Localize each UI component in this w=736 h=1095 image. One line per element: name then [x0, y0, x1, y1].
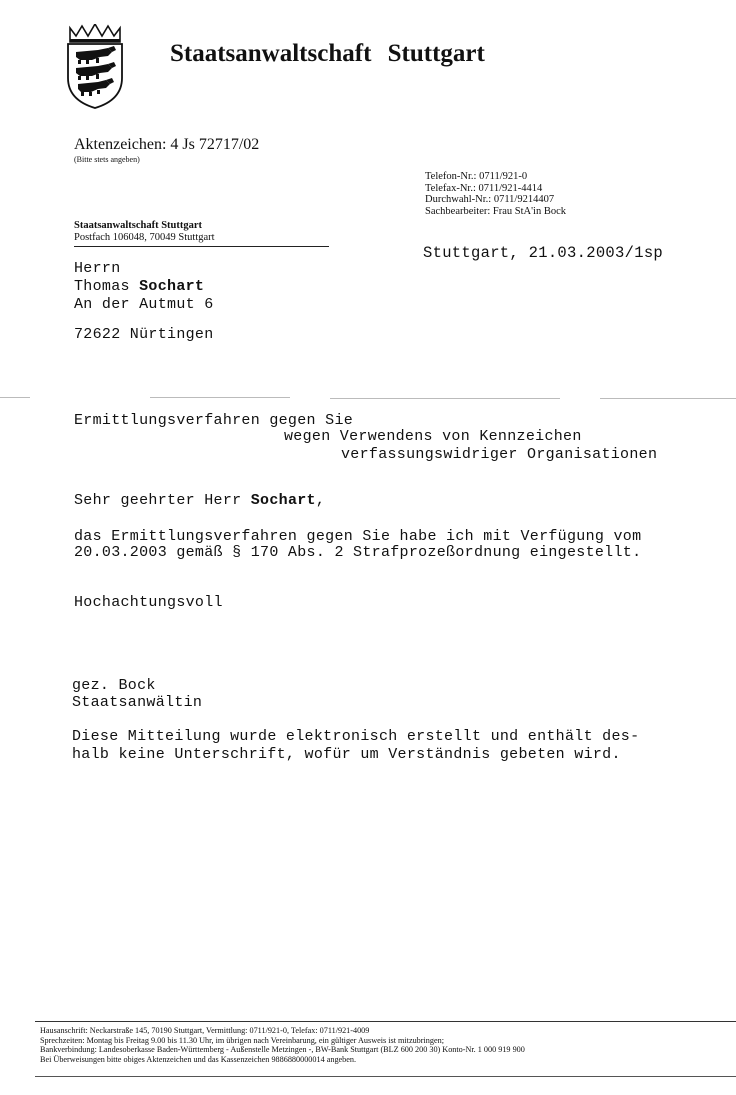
subject-line-2: wegen Verwendens von Kennzeichen	[284, 428, 582, 445]
body-line-1: das Ermittlungsverfahren gegen Sie habe ich mit Verfügung vom	[74, 528, 642, 545]
recipient-city: 72622 Nürtingen	[74, 326, 214, 343]
fax-number: Telefax-Nr.: 0711/921-4414	[425, 182, 543, 194]
file-reference-hint: (Bitte stets angeben)	[74, 155, 140, 164]
recipient-address	[74, 260, 214, 314]
recipient-name	[74, 278, 214, 296]
scan-artifact	[600, 398, 736, 399]
subject-line-3: verfassungswidriger Organisationen	[341, 446, 658, 463]
scan-artifact	[0, 397, 30, 398]
sender-line	[74, 220, 329, 247]
crest-icon	[64, 24, 126, 110]
recipient-salutation: Herrn	[74, 260, 121, 277]
greeting-prefix: Sehr geehrter Herr	[74, 492, 251, 509]
scan-artifact	[150, 397, 290, 398]
scan-artifact	[330, 398, 560, 399]
subject-line-1: Ermittlungsverfahren gegen Sie	[74, 412, 354, 429]
signature-title: Staatsanwältin	[72, 694, 203, 711]
closing: Hochachtungsvoll	[74, 594, 223, 611]
greeting-suffix: ,	[315, 492, 326, 509]
case-officer: Sachbearbeiter: Frau StA'in Bock	[425, 205, 566, 217]
footer-address: Hausanschrift: Neckarstraße 145, 70190 Stuttgart, Vermittlung: 0711/921-0, Telefax: 0711/921-4009	[40, 1026, 370, 1035]
recipient-street: An der Autmut 6	[74, 296, 214, 313]
coat-of-arms-logo	[64, 24, 126, 110]
authority-title: Staatsanwaltschaft Stuttgart	[170, 40, 485, 67]
footer-office-hours: Sprechzeiten: Montag bis Freitag 9.00 bis 11.30 Uhr, im übrigen nach Vereinbarung, ein gültiger Ausweis ist mitzubringen;	[40, 1035, 444, 1045]
sender-name: Staatsanwaltschaft Stuttgart	[74, 220, 203, 231]
recipient-last-name: Sochart	[139, 278, 205, 295]
date-line: Stuttgart, 21.03.2003/1sp	[423, 244, 664, 262]
file-reference: Aktenzeichen: 4 Js 72717/02	[74, 136, 260, 153]
footer-bottom-divider	[35, 1076, 736, 1077]
sender-address: Postfach 106048, 70049 Stuttgart	[74, 232, 329, 247]
contact-block	[425, 171, 566, 217]
footer	[40, 1026, 525, 1064]
body-line-2: 20.03.2003 gemäß § 170 Abs. 2 Strafprozeßordnung eingestellt.	[74, 544, 642, 561]
greeting-name: Sochart	[250, 492, 316, 509]
footer-bank: Bankverbindung: Landesoberkasse Baden-Württemberg - Außenstelle Metzingen -, BW-Bank Stuttgart (BLZ 600 200 30) Konto-Nr. 1 000 919 900	[40, 1045, 525, 1055]
phone-number: Telefon-Nr.: 0711/921-0	[425, 171, 528, 182]
direct-dial: Durchwahl-Nr.: 0711/9214407	[425, 194, 555, 205]
footer-divider	[35, 1021, 736, 1022]
recipient-first-name: Thomas	[74, 278, 140, 295]
footer-payment-note: Bei Überweisungen bitte obiges Aktenzeichen und das Kassenzeichen 9886880000014 angeben.	[40, 1054, 357, 1064]
electronic-note-line-1: Diese Mitteilung wurde elektronisch erstellt und enthält des-	[72, 728, 640, 745]
signature-name: gez. Bock	[72, 677, 156, 694]
electronic-note-line-2: halb keine Unterschrift, wofür um Verständnis gebeten wird.	[72, 746, 621, 763]
greeting	[74, 492, 325, 510]
